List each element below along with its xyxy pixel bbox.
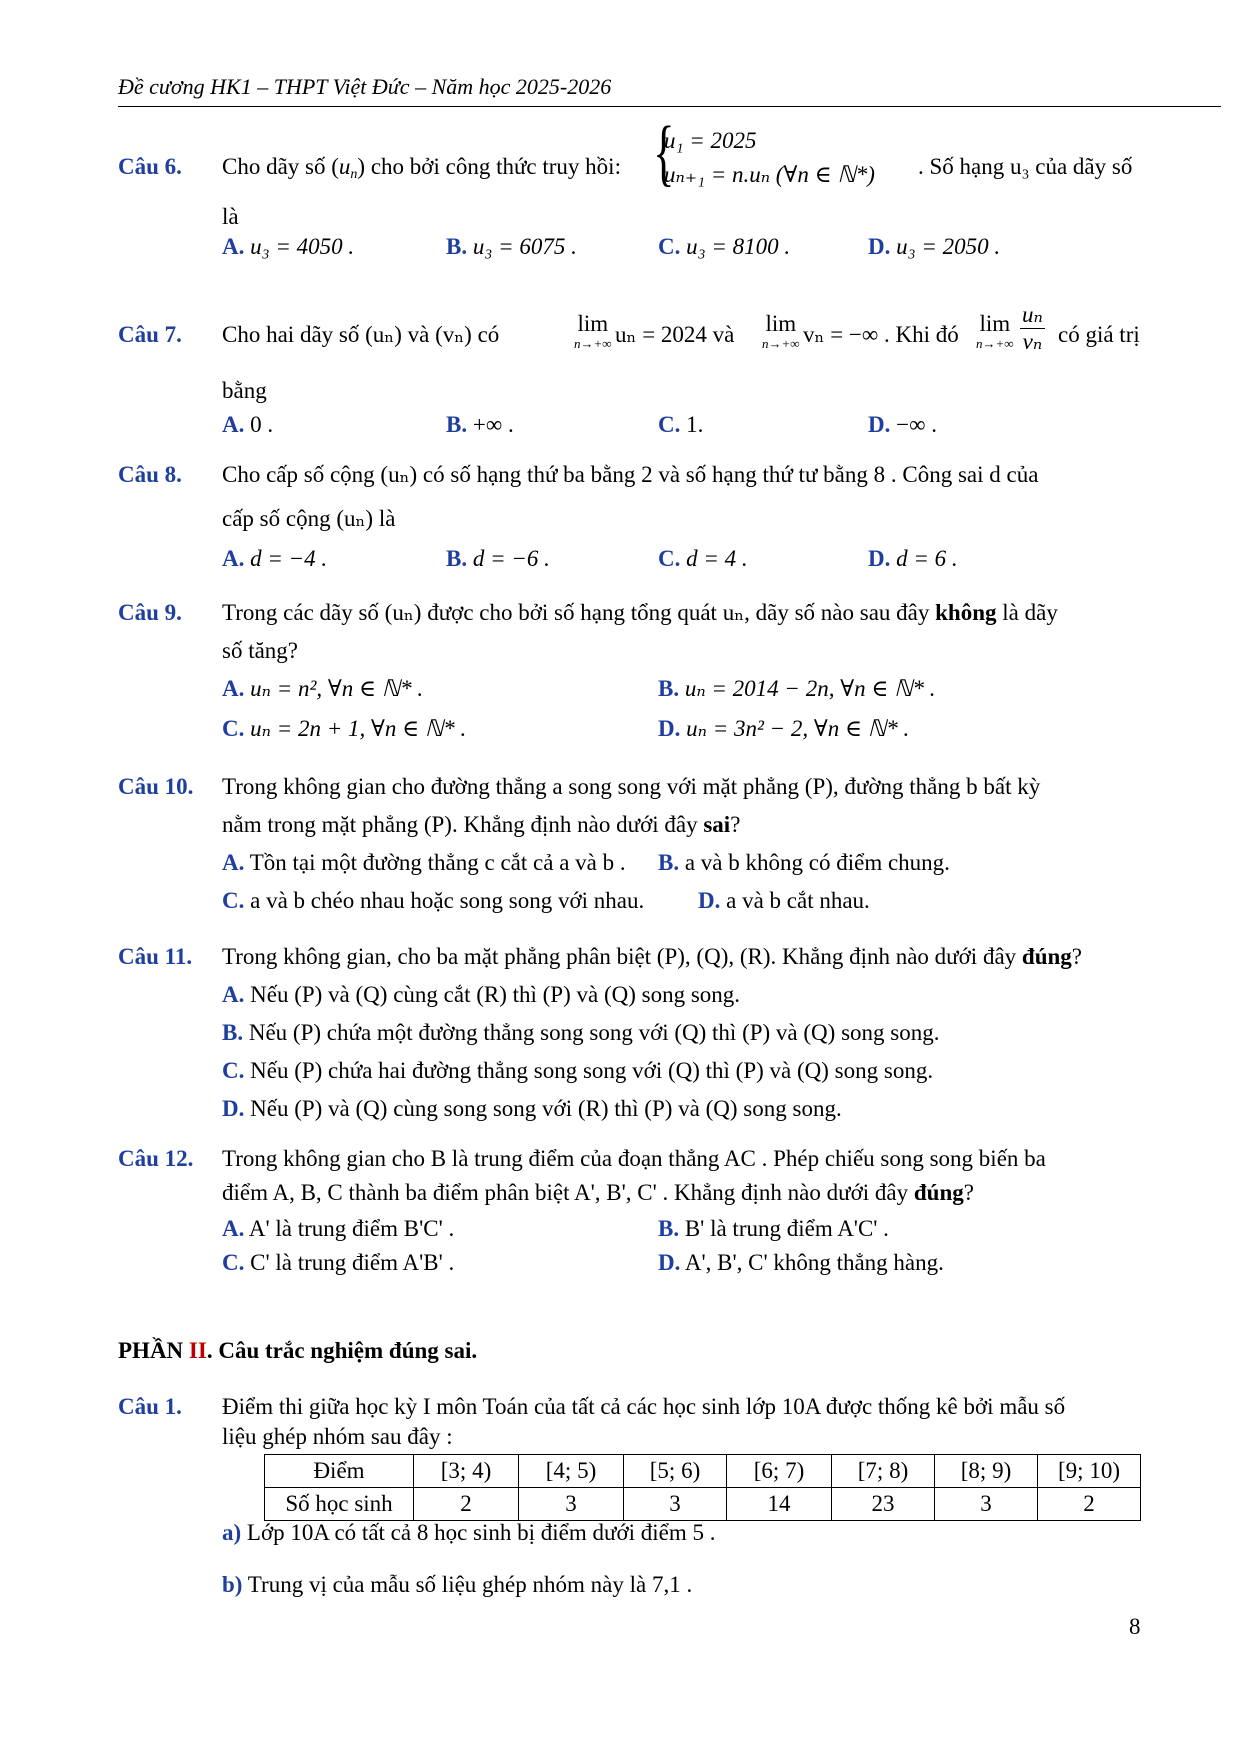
option-text: Nếu (P) chứa một đường thẳng song song với (Q) thì (P) và (Q) song song. xyxy=(248,1020,940,1045)
question-text: nằm trong mặt phẳng (P). Khẳng định nào dưới đây xyxy=(222,812,698,837)
section-prefix: PHẦN xyxy=(118,1338,184,1363)
option-letter: D. xyxy=(698,888,721,913)
option-letter: A. xyxy=(222,234,245,259)
option-text: Nếu (P) chứa hai đường thẳng song song với (Q) thì (P) và (Q) song song. xyxy=(250,1058,934,1083)
question-text: liệu ghép nhóm sau đây : xyxy=(222,1424,453,1449)
option-letter: D. xyxy=(868,546,891,571)
option-letter: C. xyxy=(222,716,245,741)
limit-3 xyxy=(976,311,1014,354)
option-letter: D. xyxy=(868,412,891,437)
item-text: Lớp 10A có tất cả 8 học sinh bị điểm dưới điểm 5 . xyxy=(246,1520,716,1545)
question-text: ? xyxy=(730,812,741,837)
limit-2 xyxy=(762,311,800,354)
option-letter: B. xyxy=(658,850,680,875)
question-9 xyxy=(118,596,1158,766)
question-text: Trong không gian cho B là trung điểm của đoạn thẳng AC . Phép chiếu song song biến ba xyxy=(222,1146,1046,1171)
table-row xyxy=(265,1488,1141,1521)
option-letter: A. xyxy=(222,546,245,571)
option-text: uₙ = 3n² − 2, ∀n ∈ ℕ* . xyxy=(686,716,910,741)
question-label: Câu 6. xyxy=(118,154,182,179)
question-12 xyxy=(118,1142,1158,1292)
fraction-numerator: uₙ xyxy=(1022,302,1043,327)
header-divider xyxy=(118,106,1221,107)
option-letter: C. xyxy=(658,234,681,259)
question-text: có giá trị xyxy=(1058,322,1140,347)
question-text: số tăng? xyxy=(222,638,299,663)
option-text: 0 . xyxy=(250,412,274,437)
table-row xyxy=(265,1455,1141,1488)
question-text: điểm A, B, C thành ba điểm phân biệt A', B', C' . Khẳng định nào dưới đây xyxy=(222,1180,909,1205)
table-cell: [4; 5) xyxy=(519,1455,624,1488)
table-cell: 3 xyxy=(624,1488,727,1521)
lim-subscript: n→+∞ xyxy=(976,336,1014,351)
option-text: uₙ = n², ∀n ∈ ℕ* . xyxy=(250,676,424,701)
question-11 xyxy=(118,940,1158,1130)
option-text: Tồn tại một đường thẳng c cắt cả a và b . xyxy=(249,850,626,875)
recurrence-case-2: uₙ₊₁ = n.uₙ (∀n ∈ ℕ*) xyxy=(664,162,875,187)
question-text: Cho cấp số cộng (uₙ) có số hạng thứ ba bằng 2 và số hạng thứ tư bằng 8 . Công sai d của xyxy=(222,462,1039,487)
table-cell: 2 xyxy=(414,1488,519,1521)
lim-word: lim xyxy=(979,311,1011,336)
recurrence-case-1: { u₁ = 2025 xyxy=(664,128,757,153)
grouped-data-table xyxy=(264,1454,1141,1521)
option-text: d = 4 . xyxy=(686,546,748,571)
option-text: a và b không có điểm chung. xyxy=(684,850,950,875)
table-cell: 23 xyxy=(832,1488,935,1521)
lim-word: lim xyxy=(577,311,609,336)
option-letter: C. xyxy=(222,1250,245,1275)
lim-subscript: n→+∞ xyxy=(762,336,800,351)
question-label: Câu 12. xyxy=(118,1146,194,1171)
question-8 xyxy=(118,458,1158,578)
option-letter: A. xyxy=(222,850,245,875)
table-cell: [9; 10) xyxy=(1038,1455,1141,1488)
question-text: là dãy xyxy=(1002,600,1058,625)
table-cell: [7; 8) xyxy=(832,1455,935,1488)
option-letter: B. xyxy=(658,1216,680,1241)
option-letter: B. xyxy=(222,1020,244,1045)
option-letter: D. xyxy=(222,1096,245,1121)
option-text: 1. xyxy=(686,412,704,437)
lim-subscript: n→+∞ xyxy=(574,336,612,351)
section-numeral: II xyxy=(188,1338,207,1363)
option-text: u₃ = 6075 . xyxy=(472,234,577,259)
question-text: Trong không gian cho đường thẳng a song song với mặt phẳng (P), đường thẳng b bất kỳ xyxy=(222,774,1041,799)
question-label: Câu 7. xyxy=(118,322,182,347)
table-cell: 3 xyxy=(935,1488,1038,1521)
question-label: Câu 8. xyxy=(118,462,182,487)
option-text: Nếu (P) và (Q) cùng song song với (R) thì (P) và (Q) song song. xyxy=(250,1096,842,1121)
section-title: . Câu trắc nghiệm đúng sai. xyxy=(206,1338,478,1363)
option-text: a và b chéo nhau hoặc song song với nhau. xyxy=(250,888,645,913)
option-letter: D. xyxy=(658,716,681,741)
table-cell: 2 xyxy=(1038,1488,1141,1521)
option-text: d = −4 . xyxy=(250,546,328,571)
option-text: −∞ . xyxy=(896,412,937,437)
option-text: a và b cắt nhau. xyxy=(726,888,870,913)
option-letter: C. xyxy=(658,546,681,571)
question-text: cho bởi công thức truy hồi: xyxy=(370,154,621,179)
option-letter: C. xyxy=(222,888,245,913)
lim-word: lim xyxy=(765,311,797,336)
table-cell: [3; 4) xyxy=(414,1455,519,1488)
option-letter: A. xyxy=(222,412,245,437)
section-heading xyxy=(118,1338,477,1364)
question-text: Trong các dãy số (uₙ) được cho bởi số hạng tổng quát uₙ, dãy số nào sau đây xyxy=(222,600,930,625)
option-text: u₃ = 4050 . xyxy=(250,234,355,259)
question-label: Câu 9. xyxy=(118,600,182,625)
fraction-un-vn xyxy=(1020,302,1045,355)
option-letter: A. xyxy=(222,1216,245,1241)
table-cell: [8; 9) xyxy=(935,1455,1038,1488)
question-text: ? xyxy=(1071,944,1082,969)
emphasis-text: sai xyxy=(703,812,731,837)
option-letter: C. xyxy=(222,1058,245,1083)
table-cell: Số học sinh xyxy=(265,1488,414,1521)
emphasis-text: đúng xyxy=(913,1180,964,1205)
option-letter: B. xyxy=(446,412,468,437)
option-text: C' là trung điểm A'B' . xyxy=(250,1250,455,1275)
question-text: Trong không gian, cho ba mặt phẳng phân biệt (P), (Q), (R). Khẳng định nào dưới đây xyxy=(222,944,1017,969)
limit-1 xyxy=(574,311,612,354)
question-text: cấp số cộng (uₙ) là xyxy=(222,506,396,531)
question-text: vₙ = −∞ . Khi đó xyxy=(803,322,959,347)
question-label: Câu 10. xyxy=(118,774,194,799)
page-header: Đề cương HK1 – THPT Việt Đức – Năm học 2025-2026 xyxy=(118,74,612,99)
option-text: +∞ . xyxy=(472,412,514,437)
question-6: Câu 6. Cho dãy số (un) cho bởi công thức truy hồi: { u₁ = 2025 uₙ₊₁ = n.uₙ (∀n ∈ ℕ*) . Số hạng u₃ của dãy số là A. u₃ = 4050 . B. u₃ = 6075 . C. u₃ = 8100 . D. u₃ = 2050 . xyxy=(118,124,1158,274)
emphasis-text: không xyxy=(935,600,997,625)
page-number: 8 xyxy=(1129,1614,1141,1639)
option-text: uₙ = 2n + 1, ∀n ∈ ℕ* . xyxy=(250,716,467,741)
question-label: Câu 11. xyxy=(118,944,193,969)
option-text: d = 6 . xyxy=(896,546,958,571)
emphasis-text: đúng xyxy=(1021,944,1072,969)
recurrence-system xyxy=(650,124,875,192)
question-text: là xyxy=(222,204,239,229)
option-text: u₃ = 2050 . xyxy=(896,234,1001,259)
option-text: u₃ = 8100 . xyxy=(686,234,791,259)
option-letter: A. xyxy=(222,676,245,701)
question-text: Cho dãy số xyxy=(222,154,326,179)
table-cell: Điểm xyxy=(265,1455,414,1488)
fraction-denominator: vₙ xyxy=(1022,329,1043,354)
question-text: . Số hạng u₃ của dãy số xyxy=(918,154,1133,179)
option-text: B' là trung điểm A'C' . xyxy=(684,1216,889,1241)
question-text: Điểm thi giữa học kỳ I môn Toán của tất cả các học sinh lớp 10A được thống kê bởi mẫu số xyxy=(222,1394,1066,1419)
table-cell: 14 xyxy=(727,1488,832,1521)
option-letter: B. xyxy=(658,676,680,701)
table-cell: 3 xyxy=(519,1488,624,1521)
option-letter: D. xyxy=(658,1250,681,1275)
option-text: Nếu (P) và (Q) cùng cắt (R) thì (P) và (Q) song song. xyxy=(250,982,741,1007)
question-label: Câu 1. xyxy=(118,1394,182,1419)
option-letter: B. xyxy=(446,546,468,571)
question-7 xyxy=(118,302,1158,442)
table-cell: [6; 7) xyxy=(727,1455,832,1488)
table-cell: [5; 6) xyxy=(624,1455,727,1488)
option-text: uₙ = 2014 − 2n, ∀n ∈ ℕ* . xyxy=(684,676,936,701)
item-letter: a) xyxy=(222,1520,242,1545)
option-text: d = −6 . xyxy=(472,546,550,571)
question-10 xyxy=(118,770,1158,930)
question-text: ? xyxy=(963,1180,974,1205)
question-text: Cho hai dãy số (uₙ) và (vₙ) có xyxy=(222,322,500,347)
option-text: A' là trung điểm B'C' . xyxy=(248,1216,455,1241)
question-text: bằng xyxy=(222,378,267,403)
option-letter: A. xyxy=(222,982,245,1007)
option-letter: C. xyxy=(658,412,681,437)
item-text: Trung vị của mẫu số liệu ghép nhóm này là 7,1 . xyxy=(247,1572,693,1597)
item-letter: b) xyxy=(222,1572,243,1597)
option-letter: D. xyxy=(868,234,891,259)
option-letter: B. xyxy=(446,234,468,259)
option-text: A', B', C' không thẳng hàng. xyxy=(684,1250,944,1275)
question-text: uₙ = 2024 và xyxy=(615,322,735,347)
